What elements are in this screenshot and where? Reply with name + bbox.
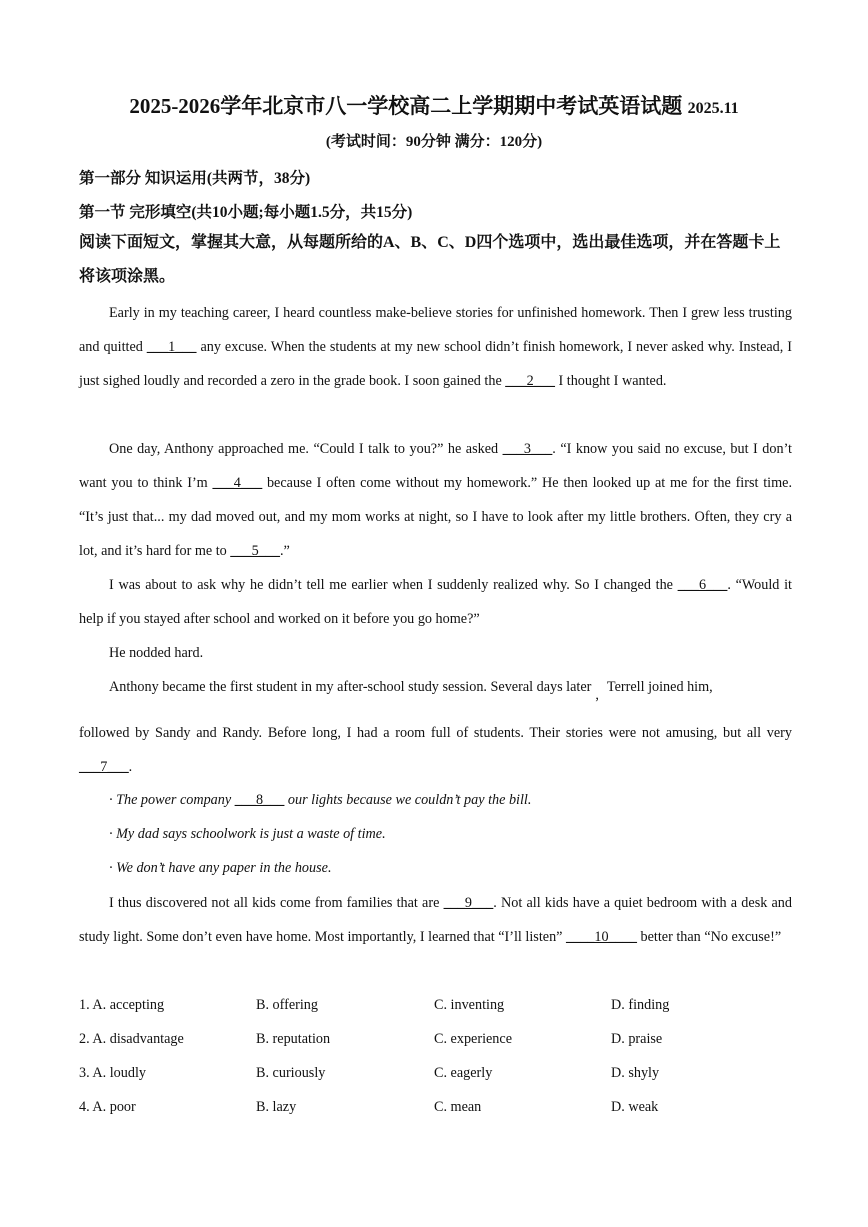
question-1-options: [79, 997, 792, 1017]
exam-date: 2025.11: [687, 100, 739, 117]
question-2-options: [79, 1031, 792, 1051]
blank-4: ___4___: [212, 475, 263, 491]
passage-paragraph-6: [79, 886, 792, 954]
option-3c: C. eagerly: [434, 1065, 493, 1081]
option-2b: B. reputation: [256, 1031, 331, 1047]
text: . “I know you said no excuse, but I don’t want you to think I’m: [79, 441, 792, 491]
text: I was about to ask why he didn’t tell me earlier when I suddenly realized why. So I changed the: [109, 577, 678, 593]
text: · The power company: [109, 792, 235, 808]
option-4a: 4. A. poor: [79, 1099, 136, 1115]
option-4c: C. mean: [434, 1099, 482, 1115]
text: followed by Sandy and Randy. Before long, I had a room full of students. Their stories were not amusing, but all very: [79, 725, 792, 741]
option-1c: C. inventing: [434, 997, 505, 1013]
option-1b: B. offering: [256, 997, 318, 1013]
question-3-options: [79, 1065, 792, 1085]
text: because I often come without my homework.” He then looked up at me for the first time. “It’s just that... my dad moved out, and my mom works at night, so I have to look after my little brothers. Often, they cry a lot, and it’s hard for me to: [79, 475, 792, 559]
text: Early in my teaching career, I heard countless make-believe stories for unfinished homework. Then I grew less trusting and quitted: [79, 305, 792, 355]
passage-paragraph-1: [79, 296, 792, 398]
option-4d: D. weak: [611, 1099, 659, 1115]
text: One day, Anthony approached me. “Could I talk to you?” he asked: [109, 441, 503, 457]
passage-paragraph-5-line1: [79, 670, 792, 704]
passage-paragraph-3: [79, 568, 792, 636]
option-3b: B. curiously: [256, 1065, 326, 1081]
option-1a: 1. A. accepting: [79, 997, 165, 1013]
exam-subtitle: (考试时间：90分钟 满分：120分): [325, 134, 543, 150]
text: any excuse. When the students at my new school didn’t finish homework, I never asked why. Instead, I just sighed loudly and recorded a zero in the grade book. I soon gained the: [79, 339, 793, 389]
option-1d: D. finding: [611, 997, 670, 1013]
text: Anthony became the first student in my after-school study session. Several days later: [109, 679, 592, 695]
question-4-options: [79, 1099, 792, 1119]
blank-1: ___1___: [146, 339, 197, 355]
option-4b: B. lazy: [256, 1099, 297, 1115]
option-2d: D. praise: [611, 1031, 663, 1047]
text: I thus discovered not all kids come from families that are: [109, 895, 444, 911]
text: our lights because we couldn’t pay the bill.: [284, 792, 532, 808]
text: better than “No excuse!”: [636, 929, 782, 945]
text: Terrell joined him,: [606, 679, 713, 695]
blank-8: ___8___: [234, 792, 285, 808]
text: . “Would it help if you stayed after school and worked on it before you go home?”: [79, 577, 792, 627]
text: . Not all kids have a quiet bedroom with a desk and study light. Some don’t even have home. Most importantly, I learned that “I’ll listen”: [79, 895, 792, 945]
quote-line-3: · We don’t have any paper in the house.: [109, 860, 332, 876]
text: I thought I wanted.: [554, 373, 667, 389]
option-2a: 2. A. disadvantage: [79, 1031, 184, 1047]
passage-paragraph-5: [79, 716, 792, 784]
quote-line-2: · My dad says schoolwork is just a waste of time.: [109, 826, 386, 842]
part-heading: 第一部分 知识运用(共两节，38分): [79, 170, 311, 187]
blank-2: ___2___: [505, 373, 555, 389]
blank-9: ___9___: [443, 895, 494, 911]
option-2c: C. experience: [434, 1031, 512, 1047]
text: .: [128, 759, 133, 775]
quote-line-1: [109, 792, 531, 809]
title-text: 2025-2026学年北京市八一学校高二上学期期中考试英语试题: [129, 94, 683, 118]
exam-title: [0, 90, 868, 120]
comma-mark: ,: [595, 687, 599, 703]
text: .”: [279, 543, 290, 559]
blank-3: ___3___: [502, 441, 553, 457]
blank-7: ___7___: [79, 759, 129, 775]
option-3a: 3. A. loudly: [79, 1065, 147, 1081]
blank-6: ___6___: [677, 577, 728, 593]
passage-paragraph-4: He nodded hard.: [109, 645, 204, 661]
blank-10: ____10____: [566, 929, 637, 945]
blank-5: ___5___: [230, 543, 280, 559]
passage-paragraph-2: [79, 432, 792, 568]
section-heading: 第一节 完形填空(共10小题;每小题1.5分，共15分): [79, 204, 413, 221]
option-3d: D. shyly: [611, 1065, 660, 1081]
instructions: 阅读下面短文，掌握其大意，从每题所给的A、B、C、D四个选项中，选出最佳选项，并在答题卡上将该项涂黑。: [79, 234, 781, 285]
